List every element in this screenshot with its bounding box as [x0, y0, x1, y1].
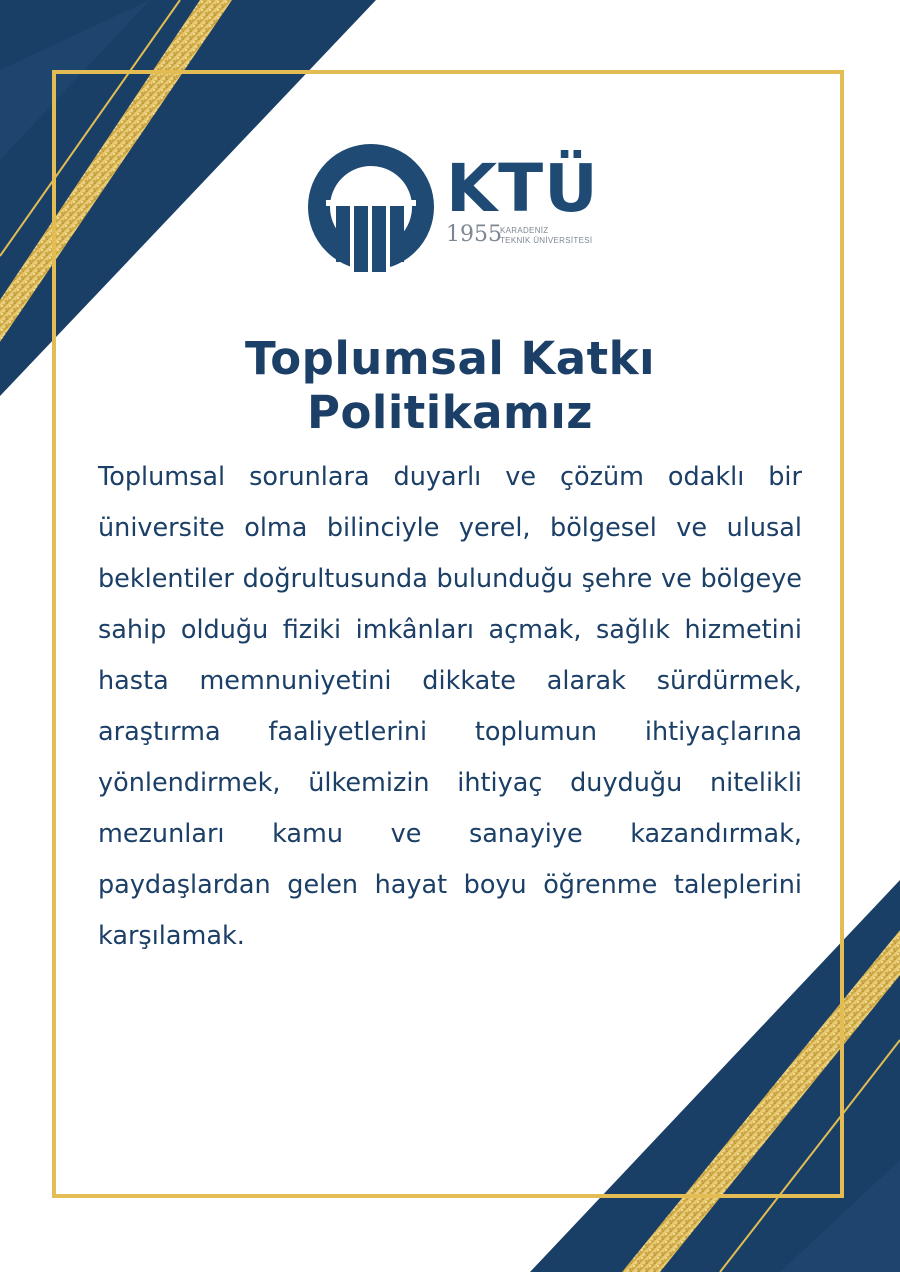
ktu-logo [306, 142, 606, 272]
logo-letters: KTÜ [446, 150, 599, 227]
page-title: Toplumsal Katkı Politikamız [244, 332, 656, 439]
policy-paragraph: Toplumsal sorunlara duyarlı ve çözüm odaklı bir üniversite olma bilinciyle yerel, bölgesel ve ulusal beklentiler doğrultusunda bulunduğu şehre ve bölgeye sahip olduğu fiziki imkânları açmak, sağlık hizmetini hasta memnuniyetini dikkate alarak sürdürmek, araştırma faaliyetlerini toplumun ihtiyaçlarına yönlendirmek, ülkemizin ihtiyaç duyduğu nitelikli mezunları kamu ve sanayiye kazandırmak, paydaşlardan gelen hayat boyu öğrenme taleplerini karşılamak. [98, 462, 802, 951]
logo-year: 1955 [446, 222, 502, 247]
logo-name-line2: TEKNİK ÜNİVERSİTESİ [500, 236, 593, 245]
ktu-emblem-icon [306, 142, 436, 272]
logo-name-line1: KARADENİZ [500, 226, 549, 235]
